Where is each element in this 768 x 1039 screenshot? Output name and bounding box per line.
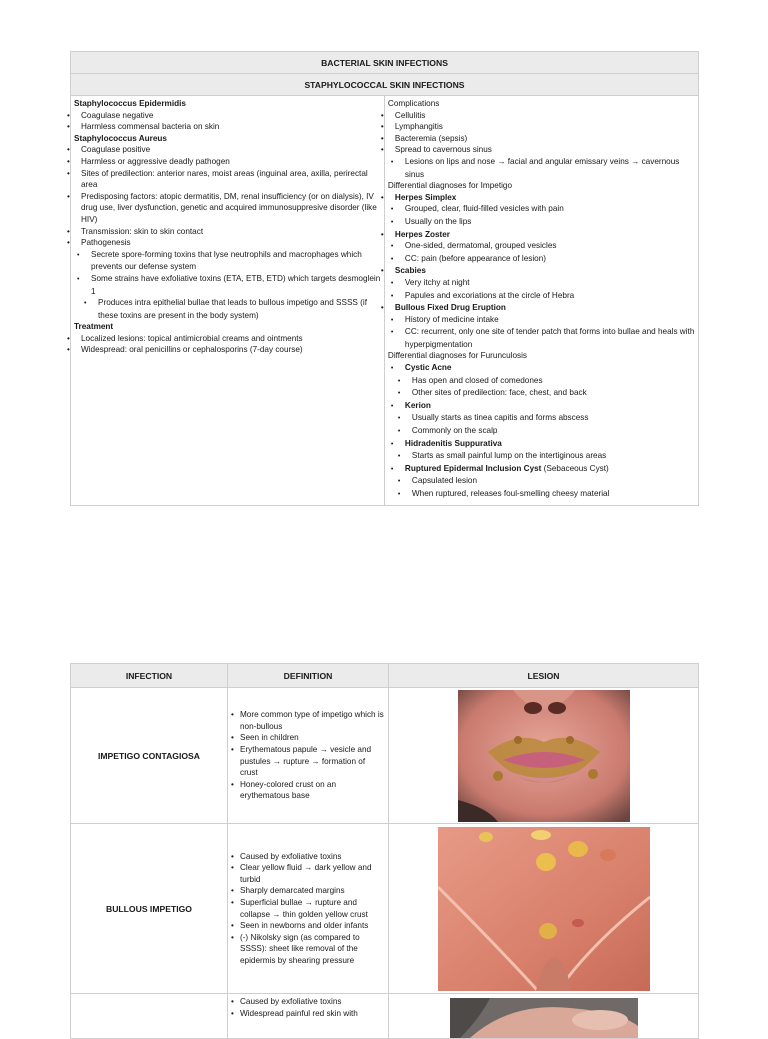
list-item [388,110,695,122]
list-item-text: Produces intra epithelial bullae that leads to bullous impetigo and SSSS (if these toxins are present in the body system) [98,298,367,320]
right-column [384,96,698,506]
list-item-suffix: (Sebaceous Cyst) [541,463,609,473]
list-item [74,121,381,133]
list-item-text: Scabies [394,266,426,276]
lesion-cell [389,994,699,1039]
definition-item: • Honey-colored crust on an erythematous base [231,779,385,802]
table-subtitle: STAPHYLOCOCCAL SKIN INFECTIONS [71,74,699,96]
lesion-cell [389,824,699,994]
list-item [388,450,695,463]
list-item [74,144,381,156]
infection-table [70,663,699,1039]
list-item-text: Predisposing factors: atopic dermatitis, DM, renal insufficiency (or on dialysis), IV drug use, liver dysfunction, genetic and acquired immunosuppresive disorder (like HIV) [81,191,377,224]
header-infection: INFECTION [71,664,228,688]
list-item-text: Bacteremia (sepsis) [394,133,468,143]
definition-item: • Superficial bullae → rupture and collapse → thin golden yellow crust [231,897,385,920]
header-lesion: LESION [389,664,699,688]
list-item-text: Herpes Zoster [394,229,450,239]
list-item-text: Differential diagnoses for Furunculosis [387,351,528,361]
list-item-text: Hidradenitis Suppurativa [404,438,502,448]
list-item [388,133,695,145]
staph-table [70,51,699,506]
list-item-text: Very itchy at night [404,277,470,287]
list-item [388,144,695,156]
list-item-text: Widespread: oral penicillins or cephalosporins (7-day course) [81,345,303,355]
definition-item: • Erythematous papule → vesicle and pustules → rupture → formation of crust [231,744,385,779]
list-item-text: Treatment [74,322,114,332]
list-item-text: Sites of predilection: anterior nares, moist areas (inguinal area, axilla, perirectal area [81,168,368,190]
list-item [388,229,695,241]
list-item [74,297,381,321]
infant-skin-photo [450,998,638,1038]
left-list [74,98,381,356]
list-item-text: Harmless commensal bacteria on skin [81,122,220,132]
list-item [74,110,381,122]
list-item-text: Localized lesions: topical antimicrobial creams and ointments [81,333,303,343]
list-item-text: Usually on the lips [404,216,472,226]
list-item [388,438,695,451]
table-row [71,824,699,994]
definition-item: • Caused by exfoliative toxins [231,851,385,863]
list-item [388,180,695,192]
list-item [74,168,381,191]
list-item [388,326,695,350]
list-item [388,302,695,314]
list-item-text: Has open and closed of comedones [411,375,543,385]
list-item-text: Cellulitis [394,110,426,120]
infection-name [71,994,228,1039]
list-item [74,333,381,345]
list-item [388,463,695,476]
list-item-text: Lesions on lips and nose → facial and angular emissary veins → cavernous sinus [404,156,680,179]
list-item-text: CC: recurrent, only one site of tender patch that forms into bullae and heals with hyperpigmentation [404,327,695,349]
list-item [74,344,381,356]
list-item-text: Starts as small painful lump on the intertiginous areas [411,451,607,461]
list-item-text: Complications [387,99,440,108]
definition-item: • Widespread painful red skin with [231,1008,385,1020]
list-item-text: Harmless or aggressive deadly pathogen [81,156,230,166]
definition-item: • Seen in children [231,732,385,744]
list-item-text: Commonly on the scalp [411,426,498,436]
list-item-text: CC: pain (before appearance of lesion) [404,253,547,263]
list-item-text: Ruptured Epidermal Inclusion Cyst [404,463,542,473]
right-list [388,98,695,501]
list-item [388,253,695,266]
list-item [388,362,695,375]
definition-item: • Seen in newborns and older infants [231,920,385,932]
list-item-text: Differential diagnoses for Impetigo [387,181,513,191]
definition-item: • (-) Nikolsky sign (as compared to SSSS): sheet like removal of the epidermis by shearing pressure [231,932,385,967]
list-item [388,314,695,327]
list-item-text: Lymphangitis [394,122,443,132]
definition-item: • Clear yellow fluid → dark yellow and turbid [231,862,385,885]
definition-cell [227,994,388,1039]
list-item [388,121,695,133]
infection-name: IMPETIGO CONTAGIOSA [71,688,228,824]
lesion-cell [389,688,699,824]
list-item [74,273,381,297]
list-item-text: Pathogenesis [81,238,131,248]
list-item-text: One-sided, dermatomal, grouped vesicles [404,241,557,251]
list-item-text: Staphylococcus Aureus [74,133,167,143]
list-item-text: Capsulated lesion [411,476,478,486]
list-item-text: Usually starts as tinea capitis and forms abscess [411,413,589,423]
definition-item: • Sharply demarcated margins [231,885,385,897]
table-title: BACTERIAL SKIN INFECTIONS [71,52,699,74]
list-item [74,156,381,168]
definition-item: • More common type of impetigo which is non-bullous [231,709,385,732]
list-item-text: Spread to cavernous sinus [394,145,492,155]
list-item [388,203,695,216]
list-item-text: Other sites of predilection: face, chest, and back [411,388,587,398]
list-item [388,192,695,204]
list-item-text: Transmission: skin to skin contact [81,226,204,236]
left-column [71,96,385,506]
list-item-text: Grouped, clear, fluid-filled vesicles with pain [404,204,564,214]
list-item-text: Bullous Fixed Drug Eruption [394,303,506,313]
list-item [388,387,695,400]
list-item-text: Some strains have exfoliative toxins (ETA, ETB, ETD) which targets desmoglein 1 [91,273,381,296]
list-item [388,350,695,362]
list-item [388,475,695,488]
list-item [74,226,381,238]
list-item [74,98,381,110]
list-item-text: Papules and excoriations at the circle of Hebra [404,290,575,300]
list-item-text: When ruptured, releases foul-smelling cheesy material [411,489,610,498]
list-item-text: Herpes Simplex [394,192,457,202]
definition-cell [227,688,388,824]
table-row [71,994,699,1039]
list-item [388,216,695,229]
list-item [388,488,695,501]
list-item [388,240,695,253]
header-definition: DEFINITION [227,664,388,688]
list-item-text: Staphylococcus Epidermidis [74,99,186,108]
list-item [388,400,695,413]
list-item-text: Coagulase negative [81,110,154,120]
list-item [388,375,695,388]
list-item [388,265,695,277]
list-item-text: Cystic Acne [404,363,452,373]
list-item [74,133,381,145]
list-item [74,321,381,333]
list-item [74,249,381,273]
list-item [388,98,695,110]
definition-cell [227,824,388,994]
list-item [388,277,695,290]
lips-impetigo-photo [458,690,630,822]
list-item-text: Secrete spore-forming toxins that lyse neutrophils and macrophages which prevents our defense system [91,249,362,272]
list-item-text: History of medicine intake [404,314,499,324]
infection-name: BULLOUS IMPETIGO [71,824,228,994]
definition-item: • Caused by exfoliative toxins [231,996,385,1008]
list-item [74,237,381,249]
bullae-skin-photo [438,827,650,991]
list-item-text: Coagulase positive [81,145,151,155]
list-item [388,412,695,425]
list-item [388,156,695,180]
list-item-text: Kerion [404,400,431,410]
list-item [388,290,695,303]
list-item [74,191,381,226]
list-item [388,425,695,438]
table-row [71,688,699,824]
